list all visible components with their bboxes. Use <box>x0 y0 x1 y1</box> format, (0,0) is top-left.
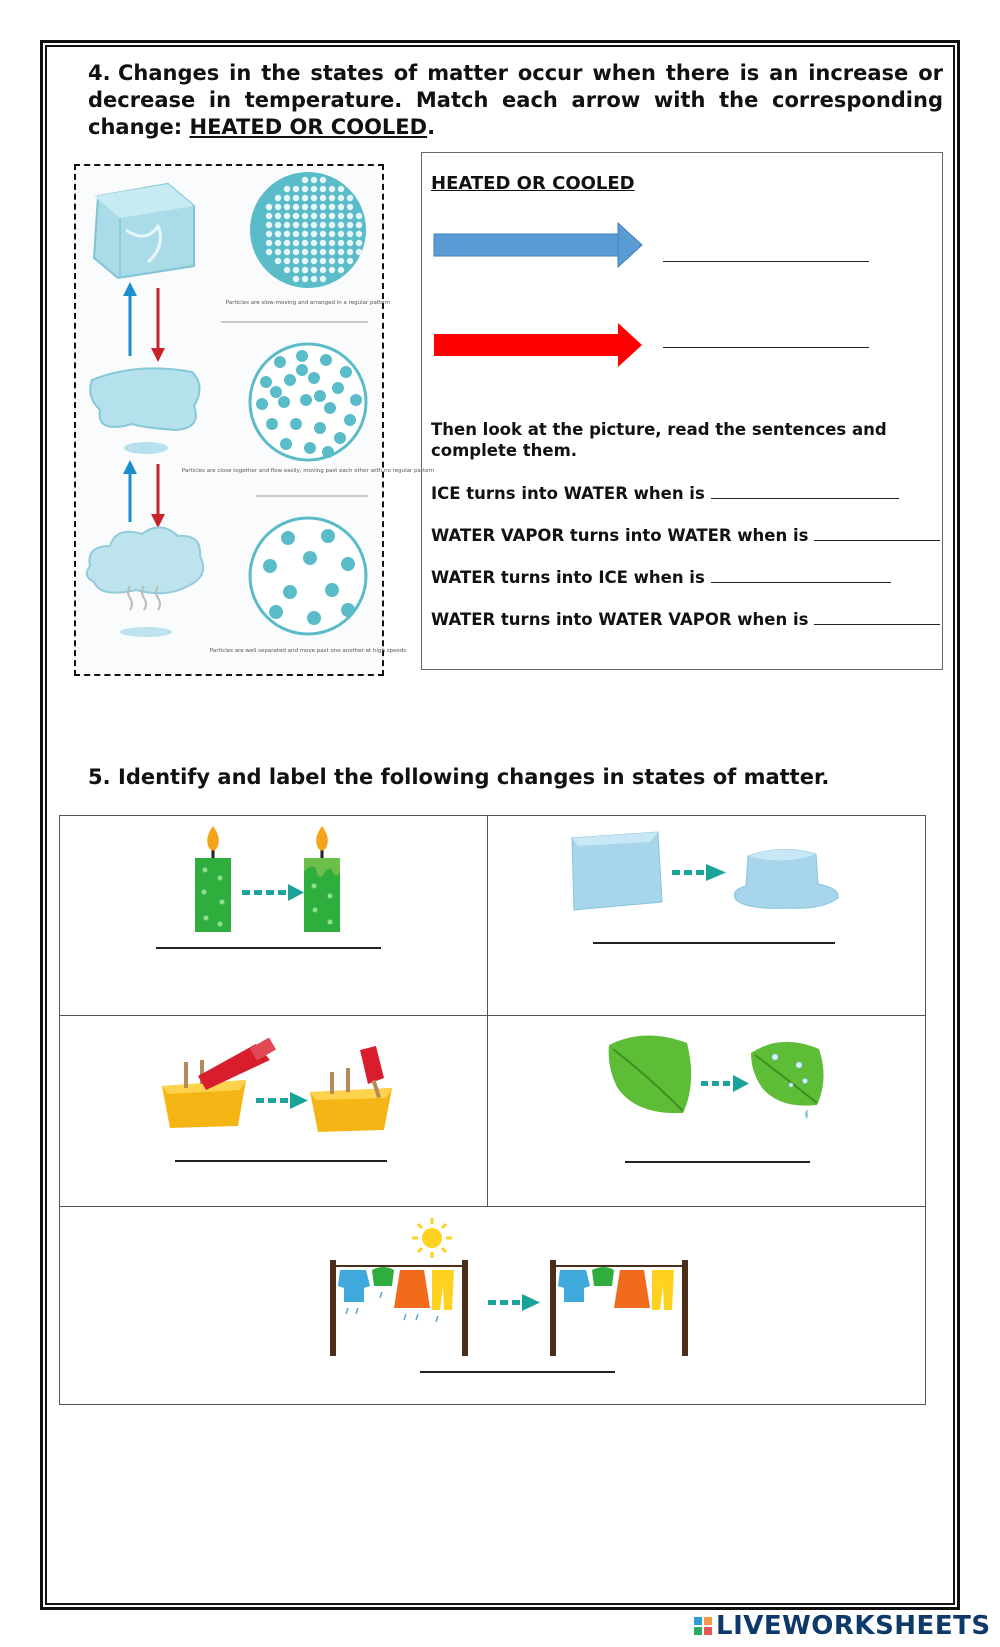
particle-dot <box>356 249 362 255</box>
particle-dot <box>329 213 335 219</box>
particle-dot <box>347 240 353 246</box>
particle-dot <box>321 529 335 543</box>
particle-dot <box>356 213 362 219</box>
particle-dot <box>320 267 326 273</box>
particle-dot <box>347 249 353 255</box>
particle-dot <box>356 222 362 228</box>
blue-arrow-icon <box>434 223 642 267</box>
changes-grid <box>59 815 926 1405</box>
particle-dot <box>320 213 326 219</box>
particle-dot <box>284 186 290 192</box>
particle-dot <box>356 240 362 246</box>
water-puddle-icon <box>90 368 199 454</box>
particle-dot <box>284 204 290 210</box>
particle-dot <box>266 418 278 430</box>
logo-text: LIVEWORKSHEETS <box>716 1611 991 1641</box>
sun-icon <box>412 1218 452 1258</box>
particle-dot <box>307 611 321 625</box>
teal-dotted-arrow-icon <box>672 864 726 881</box>
particle-dot <box>304 442 316 454</box>
particle-dot <box>302 222 308 228</box>
particle-dot <box>302 204 308 210</box>
particle-dot <box>329 204 335 210</box>
particle-dot <box>338 258 344 264</box>
caption-gas: Particles are well separated and move past one another at high speeds <box>209 648 407 654</box>
particle-dot <box>322 446 334 458</box>
particle-dot <box>311 267 317 273</box>
particle-dot <box>302 276 308 282</box>
particle-dot <box>320 177 326 183</box>
particle-dot <box>356 231 362 237</box>
red-arrow-answer-line[interactable] <box>663 347 869 348</box>
particle-dot <box>308 372 320 384</box>
particle-dot <box>338 186 344 192</box>
particle-dot <box>347 231 353 237</box>
sentence-1: ICE turns into WATER when is <box>431 482 899 504</box>
particle-dot <box>290 418 302 430</box>
particle-dot <box>320 258 326 264</box>
states-diagram <box>76 166 435 674</box>
arrows-area <box>434 221 646 371</box>
particle-dot <box>320 276 326 282</box>
particle-dot <box>293 213 299 219</box>
up-down-arrows-bottom <box>123 460 165 528</box>
particle-dot <box>300 394 312 406</box>
question-4-emphasis: HEATED OR COOLED <box>189 115 428 139</box>
particle-dot <box>341 603 355 617</box>
particle-dot <box>284 240 290 246</box>
particle-dot <box>338 267 344 273</box>
wet-clothesline-icon <box>330 1260 468 1356</box>
candle-icon <box>195 826 231 932</box>
teal-dotted-arrow-icon <box>256 1092 308 1109</box>
particle-dot <box>347 258 353 264</box>
particle-dot <box>338 231 344 237</box>
particle-dot <box>338 240 344 246</box>
states-of-matter-picture <box>74 164 435 676</box>
particle-dot <box>284 222 290 228</box>
particle-dot <box>329 222 335 228</box>
particle-dot <box>293 204 299 210</box>
particle-dot <box>347 213 353 219</box>
particle-dot <box>347 204 353 210</box>
particle-dot <box>338 249 344 255</box>
leaf-answer-line[interactable] <box>625 1161 810 1163</box>
candle-melting-scene <box>180 826 340 936</box>
particle-dot <box>320 186 326 192</box>
sentence-4: WATER turns into WATER VAPOR when is <box>431 608 940 630</box>
liveworksheets-logo <box>694 1610 991 1642</box>
particle-dot <box>275 195 281 201</box>
particle-dot <box>320 249 326 255</box>
particle-dot <box>320 222 326 228</box>
particle-dot <box>302 258 308 264</box>
particle-dot <box>329 249 335 255</box>
particle-dot <box>320 240 326 246</box>
particle-dot <box>284 213 290 219</box>
particle-dot <box>329 195 335 201</box>
ice-cube-melting-scene <box>570 832 850 912</box>
match-box-heading: HEATED OR COOLED <box>431 173 635 194</box>
particle-dot <box>311 222 317 228</box>
red-arrow-icon <box>434 323 642 367</box>
particle-dot <box>302 195 308 201</box>
particle-dot <box>329 240 335 246</box>
sentence-2: WATER VAPOR turns into WATER when is <box>431 524 940 546</box>
particle-dot <box>311 186 317 192</box>
particle-dot <box>275 240 281 246</box>
particle-dot <box>263 559 277 573</box>
particle-dot <box>284 195 290 201</box>
sentence-4-blank[interactable] <box>814 608 940 625</box>
particle-dot <box>275 231 281 237</box>
particle-dot <box>293 195 299 201</box>
clothes-answer-line[interactable] <box>420 1371 615 1373</box>
particle-dot <box>302 249 308 255</box>
particle-dot <box>338 222 344 228</box>
particle-dot <box>284 267 290 273</box>
particle-dot <box>284 231 290 237</box>
ice-cube-answer-line[interactable] <box>593 942 835 944</box>
particle-dot <box>278 396 290 408</box>
grid-divider-1 <box>60 1015 925 1016</box>
particle-dot <box>341 557 355 571</box>
blue-arrow-answer-line[interactable] <box>663 261 869 262</box>
particle-dot <box>311 240 317 246</box>
particle-dot <box>338 204 344 210</box>
grid-vertical-divider <box>487 816 488 1206</box>
particle-dot <box>325 583 339 597</box>
particle-dot <box>344 414 356 426</box>
gas-particles-circle <box>250 518 366 634</box>
teal-dotted-arrow-icon <box>242 884 304 901</box>
question-5-title <box>88 764 943 791</box>
particle-dot <box>311 249 317 255</box>
particle-dot <box>269 605 283 619</box>
particle-dot <box>266 222 272 228</box>
particle-dot <box>275 213 281 219</box>
candle-answer-line[interactable] <box>156 947 381 949</box>
particle-dot <box>311 231 317 237</box>
sentence-3-blank[interactable] <box>711 566 891 583</box>
ice-pop-answer-line[interactable] <box>175 1160 387 1162</box>
particle-dot <box>314 422 326 434</box>
particle-dot <box>275 222 281 228</box>
particle-dot <box>320 195 326 201</box>
particle-dot <box>324 402 336 414</box>
particle-dot <box>293 186 299 192</box>
particle-dot <box>293 240 299 246</box>
particle-dot <box>347 222 353 228</box>
particle-dot <box>283 585 297 599</box>
caption-solid: Particles are slow-moving and arranged in a regular pattern <box>225 300 391 306</box>
particle-dot <box>334 432 346 444</box>
match-box-instructions: Then look at the picture, read the sentences and complete them. <box>431 420 887 460</box>
ice-cube-icon <box>94 184 194 278</box>
up-down-arrows-top <box>123 282 165 362</box>
particle-dot <box>320 354 332 366</box>
match-box <box>421 152 943 670</box>
question-4-number: 4. <box>88 61 111 85</box>
caption-liquid: Particles are close together and flow easily, moving past each other with no regular pattern <box>181 468 435 474</box>
particle-dot <box>311 213 317 219</box>
particle-dot <box>275 258 281 264</box>
particle-dot <box>302 177 308 183</box>
particle-dot <box>302 231 308 237</box>
particle-dot <box>338 213 344 219</box>
particle-dot <box>284 374 296 386</box>
vapor-cloud-icon <box>87 527 203 637</box>
particle-dot <box>302 267 308 273</box>
particle-dot <box>338 195 344 201</box>
particle-dot <box>311 258 317 264</box>
frozen-tray-icon <box>310 1046 392 1132</box>
leaf-dew-scene <box>605 1031 835 1121</box>
logo-squares-icon <box>694 1617 712 1635</box>
particle-dot <box>302 240 308 246</box>
particle-dot <box>266 249 272 255</box>
particle-dot <box>293 267 299 273</box>
sentence-2-blank[interactable] <box>814 524 940 541</box>
particle-dot <box>280 438 292 450</box>
melted-candle-icon <box>304 826 340 932</box>
wet-leaf-icon <box>751 1042 824 1119</box>
particle-dot <box>266 213 272 219</box>
particle-dot <box>281 531 295 545</box>
melting-ice-icon <box>734 849 838 908</box>
particle-dot <box>284 258 290 264</box>
particle-dot <box>266 204 272 210</box>
particle-dot <box>256 398 268 410</box>
particle-dot <box>275 249 281 255</box>
liquid-particles-circle <box>250 344 366 460</box>
sentence-3: WATER turns into ICE when is <box>431 566 891 588</box>
particle-dot <box>311 195 317 201</box>
teal-dotted-arrow-icon <box>701 1075 749 1092</box>
particle-dot <box>266 240 272 246</box>
particle-dot <box>296 364 308 376</box>
particle-dot <box>296 350 308 362</box>
particle-dot <box>302 213 308 219</box>
particle-dot <box>274 356 286 368</box>
particle-dot <box>293 231 299 237</box>
particle-dot <box>347 195 353 201</box>
particle-dot <box>332 382 344 394</box>
particle-dot <box>293 258 299 264</box>
particle-dot <box>311 276 317 282</box>
ice-pop-freezing-scene <box>160 1036 400 1136</box>
particle-dot <box>303 551 317 565</box>
ice-tray-icon <box>162 1037 276 1128</box>
particle-dot <box>329 258 335 264</box>
particle-dot <box>302 186 308 192</box>
teal-dotted-arrow-icon <box>488 1294 540 1311</box>
particle-dot <box>311 177 317 183</box>
particle-dot <box>275 204 281 210</box>
clothes-drying-scene <box>328 1216 698 1358</box>
particle-dot <box>260 376 272 388</box>
particle-dot <box>293 222 299 228</box>
leaf-icon <box>609 1035 692 1113</box>
question-5-number: 5. <box>88 765 111 789</box>
dry-clothesline-icon <box>550 1260 688 1356</box>
question-5-text: Identify and label the following changes in states of matter. <box>118 765 830 789</box>
particle-dot <box>320 204 326 210</box>
particle-dot <box>329 267 335 273</box>
question-4-title: 4. Changes in the states of matter occur when there is an increase or decrease in temperature. Match each arrow with the corresponding change: HEATED OR COOLED. <box>88 61 943 139</box>
particle-dot <box>340 366 352 378</box>
particle-dot <box>314 390 326 402</box>
particle-dot <box>329 231 335 237</box>
particle-dot <box>293 249 299 255</box>
question-4-text: Changes in the states of matter occur when there is an increase or decrease in temperature. Match each arrow with the corresponding change: <box>88 61 943 139</box>
particle-dot <box>350 394 362 406</box>
particle-dot <box>284 249 290 255</box>
particle-dot <box>320 231 326 237</box>
particle-dot <box>266 231 272 237</box>
sentence-1-blank[interactable] <box>711 482 899 499</box>
grid-divider-2 <box>60 1206 925 1207</box>
particle-dot <box>270 386 282 398</box>
ice-cube-icon <box>572 832 662 910</box>
solid-particles-circle <box>250 172 366 288</box>
particle-dot <box>311 204 317 210</box>
particle-dot <box>329 186 335 192</box>
particle-dot <box>293 276 299 282</box>
